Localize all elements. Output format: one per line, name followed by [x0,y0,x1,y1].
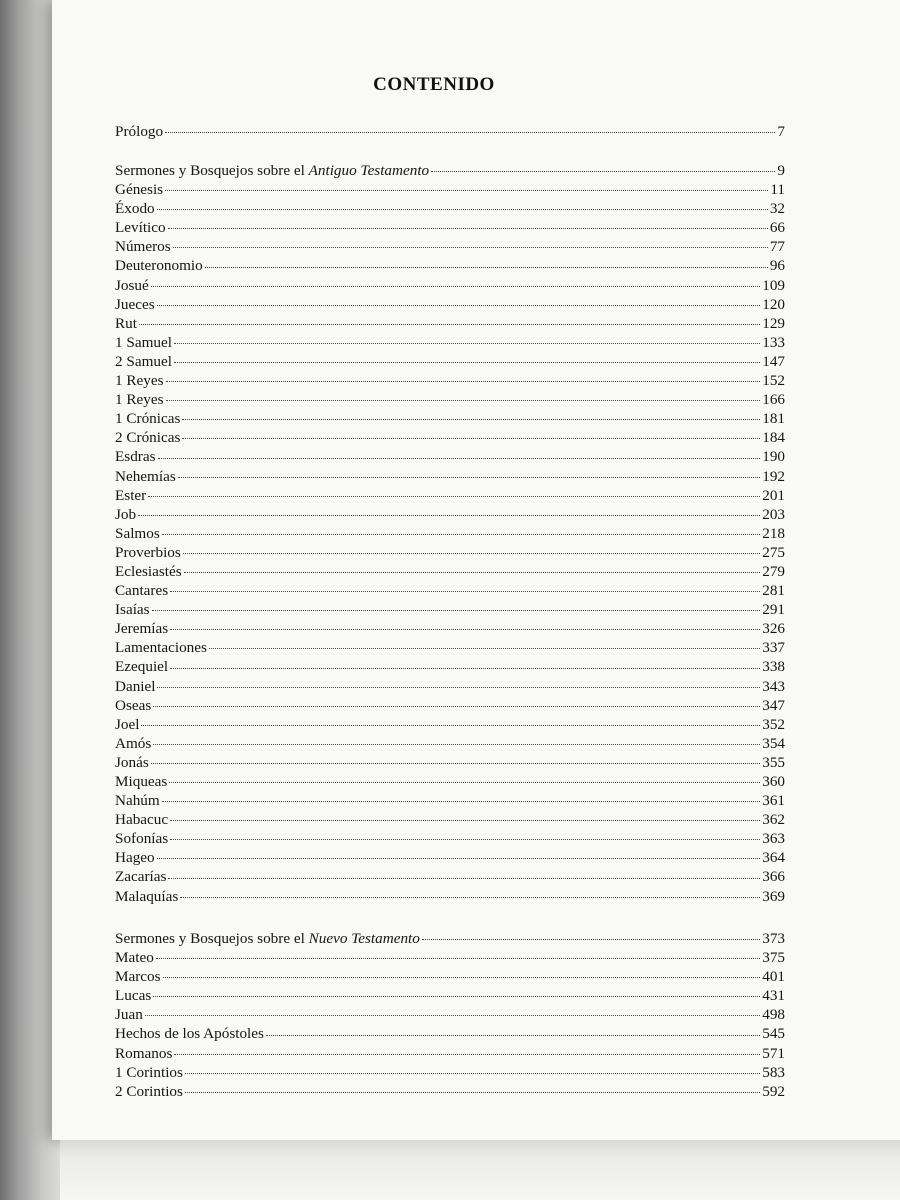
toc-row [115,791,785,810]
toc-entry-label: Hechos de los Apóstoles [115,1025,264,1043]
toc-entry-label: 2 Crónicas [115,429,181,447]
toc-page-number: 11 [770,181,785,199]
toc-row [115,256,785,275]
toc-entry-label: Nehemías [115,467,176,485]
toc-row [115,352,785,371]
dot-leader [170,591,760,592]
toc-entry-label: Deuteronomio [115,257,203,275]
toc-old-testament-section [115,161,785,906]
toc-row [115,371,785,390]
toc-row [115,677,785,696]
toc-entry-label: 1 Samuel [115,333,172,351]
toc-entry-label: Salmos [115,524,160,542]
section-header-label: Sermones y Bosquejos sobre el Antiguo Testamento [115,162,430,179]
dot-leader [157,687,760,688]
toc-entry-label: Amós [115,734,152,752]
toc-page-number: 66 [769,219,785,237]
toc-entry-label: Eclesiastés [115,562,182,580]
toc-entry-label: Ezequiel [115,658,169,676]
toc-entry-label: 1 Crónicas [115,410,181,428]
toc-page-number: 354 [762,734,785,752]
toc-row [115,180,785,199]
toc-row [115,848,785,867]
dot-leader [153,996,760,997]
toc-entry-label: Lucas [115,987,152,1005]
toc-entry-label: 2 Samuel [115,352,172,370]
toc-row [115,887,785,906]
dot-leader [431,171,775,172]
dot-leader [148,496,760,497]
toc-page-number: 9 [777,162,785,179]
toc-row [115,810,785,829]
toc-entry-label: Proverbios [115,543,181,561]
toc-row [115,562,785,581]
toc-row [115,467,785,486]
toc-row [115,772,785,791]
dot-leader [182,419,760,420]
toc-entry-label: Isaías [115,601,150,619]
toc-page-number: 192 [762,467,785,485]
toc-entry-label: Sofonías [115,830,169,848]
toc-page-number: 291 [762,601,785,619]
dot-leader [170,629,760,630]
dot-leader [182,438,760,439]
toc-row [115,867,785,886]
dot-leader [170,839,760,840]
dot-leader [184,572,761,573]
dot-leader [152,610,761,611]
new-testament-entry-list [115,948,785,1101]
toc-page-number: 355 [762,753,785,771]
toc-entry-label: Romanos [115,1044,173,1062]
toc-row [115,447,785,466]
toc-page-number: 362 [762,811,785,829]
dot-leader [141,725,760,726]
toc-page-number: 109 [762,276,785,294]
toc-row [115,619,785,638]
toc-page-number: 129 [762,314,785,332]
dot-leader [165,132,775,133]
toc-entry-label: Lamentaciones [115,639,207,657]
toc-page-number: 133 [762,333,785,351]
dot-leader [166,381,761,382]
dot-leader [205,267,768,268]
toc-row [115,753,785,772]
dot-leader [163,977,761,978]
toc-page-number: 375 [762,949,785,967]
dot-leader [168,228,768,229]
toc-page-number: 338 [762,658,785,676]
toc-page-number: 203 [762,505,785,523]
toc-page-number: 364 [762,849,785,867]
toc-page-number: 201 [762,486,785,504]
dot-leader [174,1054,760,1055]
toc-page-number: 77 [769,238,785,256]
toc-page-number: 545 [762,1025,785,1043]
toc-page-number: 32 [769,200,785,218]
toc-entry-label: Rut [115,314,137,332]
dot-leader [183,553,760,554]
toc-page-number: 592 [762,1082,785,1100]
toc-row [115,505,785,524]
toc-page-number: 166 [762,391,785,409]
toc-page-number: 431 [762,987,785,1005]
toc-page-number: 218 [762,524,785,542]
dot-leader [174,362,760,363]
toc-entry-label: Malaquías [115,887,179,905]
dot-leader [185,1073,760,1074]
dot-leader [266,1035,760,1036]
toc-entry-label: Levítico [115,219,166,237]
toc-row [115,829,785,848]
toc-page-number: 337 [762,639,785,657]
toc-entry-label: Éxodo [115,200,155,218]
dot-leader [158,458,761,459]
dot-leader [162,534,760,535]
toc-row [115,409,785,428]
dot-leader [178,477,760,478]
dot-leader [166,400,761,401]
toc-row [115,295,785,314]
dot-leader [153,706,760,707]
toc-entry-label: 1 Corintios [115,1063,183,1081]
dot-leader [145,1015,760,1016]
toc-row [115,314,785,333]
toc-entry-label: Jeremías [115,620,169,638]
toc-page-number: 275 [762,543,785,561]
toc-entry-label: 1 Reyes [115,372,164,390]
toc-entry-label: Cantares [115,582,169,600]
toc-page-number: 369 [762,887,785,905]
toc-page-number: 347 [762,696,785,714]
old-testament-entry-list [115,180,785,906]
toc-section-header-old-testament [115,161,785,180]
dot-leader [156,958,760,959]
dot-leader [173,247,768,248]
toc-row [115,1082,785,1101]
toc-row [115,199,785,218]
dot-leader [157,858,761,859]
toc-page-number: 7 [777,123,785,140]
dot-leader [169,782,760,783]
toc-row [115,967,785,986]
toc-row [115,333,785,352]
toc-row [115,237,785,256]
toc-entry-label: Zacarías [115,868,167,886]
toc-entry-label: Hageo [115,849,155,867]
toc-page-number: 401 [762,968,785,986]
toc-entry-label: Oseas [115,696,152,714]
dot-leader [153,744,760,745]
dot-leader [180,897,760,898]
toc-entry-label: Génesis [115,181,164,199]
toc-entry-label: Juan [115,1006,143,1024]
toc-row [115,696,785,715]
dot-leader [151,763,760,764]
dot-leader [139,324,760,325]
toc-entry-label: Ester [115,486,147,504]
toc-row [115,486,785,505]
dot-leader [209,648,760,649]
toc-entry-label: 2 Corintios [115,1082,183,1100]
page-edge-shadow [60,1140,900,1200]
toc-row [115,276,785,295]
toc-entry-label: Jonás [115,753,149,771]
dot-leader [165,190,768,191]
toc-entry-label: Esdras [115,448,156,466]
toc-page-number: 326 [762,620,785,638]
toc-page-number: 281 [762,582,785,600]
toc-entry-label: Números [115,238,171,256]
dot-leader [422,939,760,940]
toc-page-number: 498 [762,1006,785,1024]
dot-leader [138,515,760,516]
toc-row [115,390,785,409]
toc-page-number: 181 [762,410,785,428]
toc-entry-label: Miqueas [115,773,168,790]
dot-leader [170,820,760,821]
toc-row [115,986,785,1005]
dot-leader [151,286,760,287]
toc-prologue [115,122,785,141]
toc-entry-label: Job [115,505,137,523]
toc-row [115,948,785,967]
toc-row [115,1044,785,1063]
toc-entry-label: Josué [115,276,149,294]
toc-page-number: 352 [762,715,785,733]
toc-row [115,1024,785,1043]
dot-leader [174,343,760,344]
toc-page-number: 96 [769,257,785,275]
toc-entry-label: 1 Reyes [115,391,164,409]
toc-page-number: 360 [762,773,785,790]
toc-entry-label: Jueces [115,295,155,313]
dot-leader [157,209,768,210]
toc-page-number: 361 [762,792,785,810]
toc-entry-label: Habacuc [115,811,169,829]
toc-page-number: 120 [762,295,785,313]
toc-entry-label: Mateo [115,949,154,967]
section-header-label: Sermones y Bosquejos sobre el Nuevo Testamento [115,930,420,947]
toc-row [115,600,785,619]
dot-leader [170,668,760,669]
toc-row-prologue [115,122,785,141]
toc-page-number: 571 [762,1044,785,1062]
toc-entry-label: Nahúm [115,792,160,810]
toc-page-number: 147 [762,352,785,370]
toc-row [115,1005,785,1024]
dot-leader [157,305,761,306]
toc-row [115,524,785,543]
toc-entry-label: Prólogo [115,123,164,140]
toc-entry-label: Joel [115,715,140,733]
toc-row [115,218,785,237]
toc-page-number: 279 [762,562,785,580]
toc-page-number: 373 [762,930,785,947]
toc-entry-label: Marcos [115,968,161,986]
toc-entry-label: Daniel [115,677,156,695]
toc-row [115,638,785,657]
toc-page-number: 366 [762,868,785,886]
toc-page-number: 190 [762,448,785,466]
toc-row [115,734,785,753]
toc-row [115,543,785,562]
dot-leader [162,801,761,802]
toc-page-number: 184 [762,429,785,447]
dot-leader [168,878,760,879]
toc-page-number: 343 [762,677,785,695]
toc-row [115,715,785,734]
toc-page-number: 583 [762,1063,785,1081]
toc-page-number: 363 [762,830,785,848]
toc-row [115,581,785,600]
toc-section-header-new-testament [115,929,785,948]
toc-new-testament-section [115,929,785,1101]
toc-page-number: 152 [762,372,785,390]
toc-row [115,657,785,676]
dot-leader [185,1092,760,1093]
toc-row [115,428,785,447]
page-title: CONTENIDO [373,74,495,95]
toc-row [115,1063,785,1082]
